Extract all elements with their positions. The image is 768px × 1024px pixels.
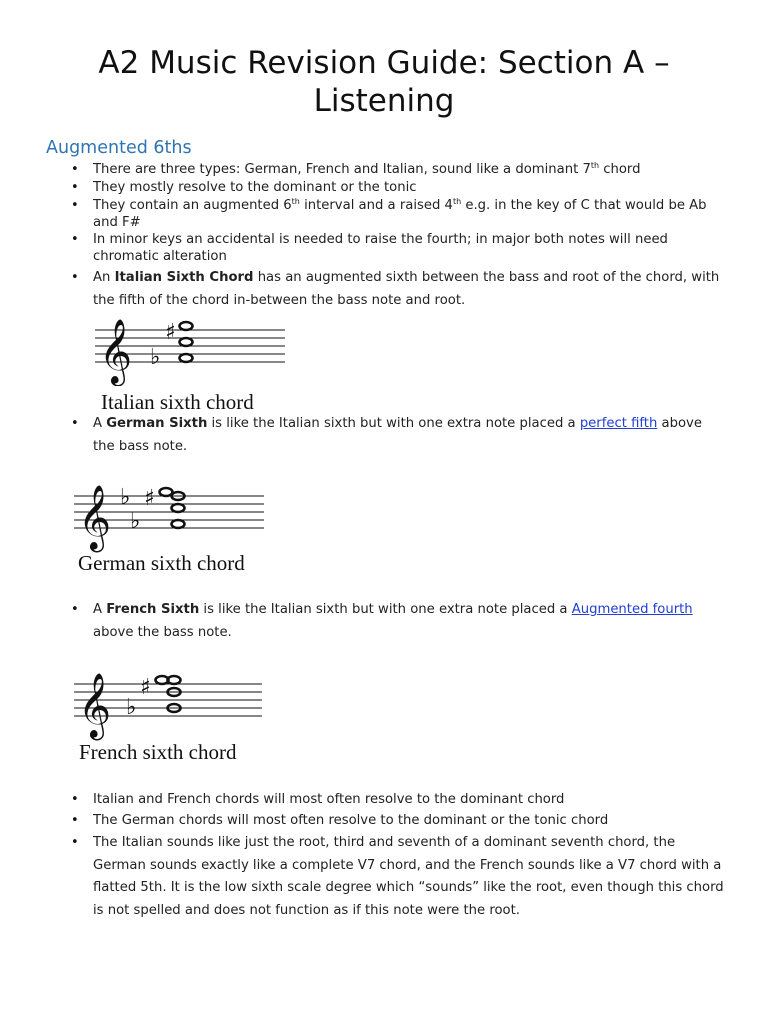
sharp-icon: ♯ <box>140 675 151 700</box>
list-item-sounds <box>71 832 725 922</box>
bullet-icon: • <box>71 270 79 285</box>
list-item-resolve-dominant <box>71 791 725 808</box>
perfect-fifth-link[interactable]: perfect fifth <box>579 416 658 431</box>
bullet-icon: • <box>71 198 79 213</box>
list-item-interval <box>71 197 725 231</box>
interval-text-c: e.g. in the key of C that would be Ab and F# <box>93 198 707 230</box>
bullet-icon: • <box>71 180 79 195</box>
augmented-fourth-link[interactable]: Augmented fourth <box>571 602 693 617</box>
types-text-end: chord <box>599 162 641 177</box>
resolve-dominant-text: Italian and French chords will most often resolve to the dominant chord <box>93 792 565 807</box>
list-item-german <box>71 413 725 458</box>
french-term: French Sixth <box>106 602 200 617</box>
french-caption: French sixth chord <box>79 740 237 764</box>
interval-sup-2: th <box>452 197 462 206</box>
italian-staff <box>95 306 287 386</box>
french-text-mid: is like the Italian sixth but with one extra note placed a <box>199 602 572 617</box>
bullet-icon: • <box>71 162 79 177</box>
french-staff <box>74 664 266 744</box>
page-title: A2 Music Revision Guide: Section A – Listening <box>98 45 670 119</box>
sharp-icon: ♯ <box>144 486 155 511</box>
note-head <box>172 504 185 512</box>
italian-text-post: has an augmented sixth between the bass and root of the chord, with the fifth of the chord in-between the bass note and root. <box>93 270 720 308</box>
chord-notes <box>160 488 185 528</box>
types-text: There are three types: German, French and Italian, sound like a dominant 7 <box>93 162 591 177</box>
list-item-minor <box>71 231 725 265</box>
list-item-french <box>71 599 725 644</box>
bullet-icon: • <box>71 232 79 247</box>
bullet-icon: • <box>71 835 79 850</box>
chord-notes <box>156 676 181 712</box>
treble-clef-icon: 𝄞 <box>78 673 112 738</box>
list-item-resolve <box>71 179 725 196</box>
bullet-icon: • <box>71 813 79 828</box>
bullet-icon: • <box>71 416 79 431</box>
german-text-post: above the bass note. <box>93 416 702 454</box>
french-sixth-figure <box>74 664 266 744</box>
flat-icon: ♭ <box>126 695 137 720</box>
german-staff <box>74 476 266 556</box>
bullet-icon: • <box>71 792 79 807</box>
minor-text: In minor keys an accidental is needed to raise the fourth; in major both notes will need chromatic alteration <box>93 232 668 264</box>
treble-clef-icon: 𝄞 <box>99 319 133 384</box>
chord-notes <box>180 322 193 362</box>
italian-term: Italian Sixth Chord <box>114 270 254 285</box>
resolve-german-text: The German chords will most often resolve to the dominant or the tonic chord <box>93 813 609 828</box>
note-head <box>180 338 193 346</box>
german-term: German Sixth <box>106 416 208 431</box>
types-sup: th <box>590 161 600 170</box>
sounds-text: The Italian sounds like just the root, third and seventh of a dominant seventh chord, the German sounds exactly like a complete V7 chord, and the French sounds like a V7 chord with a flatted 5th. It is the low sixth scale degree which “sounds” like the root, even though this chord is not spelled and does not function as if this note were the root. <box>93 835 724 918</box>
list-item-types <box>71 161 725 178</box>
flat-icon: ♭ <box>130 509 141 534</box>
resolve-text: They mostly resolve to the dominant or the tonic <box>93 180 417 195</box>
flat-icon: ♭ <box>150 345 161 370</box>
bullet-icon: • <box>71 602 79 617</box>
italian-sixth-figure <box>95 306 287 386</box>
treble-clef-icon: 𝄞 <box>78 485 112 550</box>
note-head <box>172 520 185 528</box>
note-head <box>180 354 193 362</box>
italian-caption: Italian sixth chord <box>101 390 254 414</box>
italian-text-pre: An <box>93 270 115 285</box>
interval-text-a: They contain an augmented 6 <box>93 198 292 213</box>
interval-text-b: interval and a raised 4 <box>299 198 453 213</box>
german-text-pre: A <box>93 416 107 431</box>
german-text-mid: is like the Italian sixth but with one extra note placed a <box>207 416 580 431</box>
sharp-icon: ♯ <box>165 320 176 345</box>
note-head <box>180 322 193 330</box>
french-text-post: above the bass note. <box>93 624 232 640</box>
german-sixth-figure <box>74 476 266 556</box>
section-heading: Augmented 6ths <box>46 138 192 158</box>
interval-sup-1: th <box>291 197 300 206</box>
german-caption: German sixth chord <box>78 551 245 575</box>
french-text-pre: A <box>93 602 107 617</box>
list-item-resolve-german <box>71 812 725 829</box>
flat-icon: ♭ <box>120 485 131 510</box>
